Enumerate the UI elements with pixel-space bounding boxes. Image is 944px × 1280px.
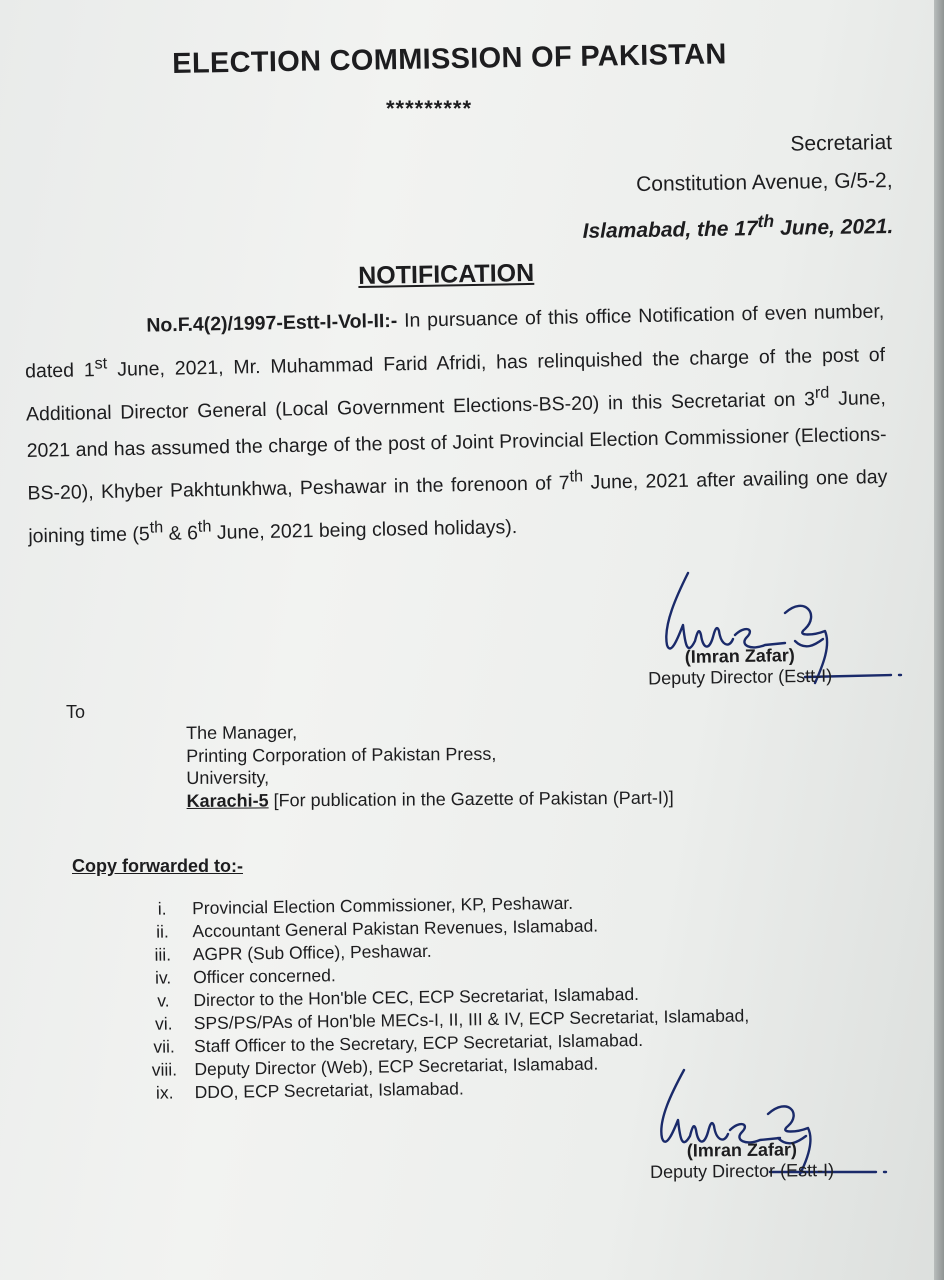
notification-title: NOTIFICATION	[358, 258, 535, 290]
list-item: v. Director to the Hon'ble CEC, ECP Secretariat, Islamabad.	[157, 983, 640, 1011]
signature-block-2	[622, 1139, 862, 1184]
address-date-line: Islamabad, the 17th June, 2021.	[582, 210, 894, 243]
notification-reference: No.F.4(2)/1997-Estt-I-Vol-II:-	[146, 309, 398, 337]
recipient-line-2: Printing Corporation of Pakistan Press,	[186, 743, 497, 766]
notification-body: No.F.4(2)/1997-Estt-I-Vol-II:- In pursuance of this office Notification of even number, dated 1st June, 2021, Mr. Muhammad Farid Afridi, has relinquished the charge of the post of Additional Director General (Local Government Elections-BS-20) in this Secretariat on 3rd June, 2021 and has assumed the charge of the post of Joint Provincial Election Commissioner (Elections-BS-20), Khyber Pakhtunkhwa, Peshawar in the forenoon of 7th June, 2021 after availing one day joining time (5th & 6th June, 2021 being closed holidays).	[24, 300, 888, 548]
list-item: vii. Staff Officer to the Secretary, ECP Secretariat, Islamabad.	[153, 1029, 644, 1057]
office-address	[581, 124, 894, 251]
recipient-address	[186, 719, 674, 812]
signatory-name: (Imran Zafar)	[684, 645, 795, 667]
recipient-line-4: Karachi-5 [For publication in the Gazette of Pakistan (Part-I)]	[186, 787, 674, 811]
signature-block-1	[620, 644, 861, 690]
copy-forwarded-heading: Copy forwarded to:-	[72, 856, 243, 876]
list-item: ix. DDO, ECP Secretariat, Islamabad.	[155, 1078, 464, 1103]
list-item: iii. AGPR (Sub Office), Peshawar.	[154, 940, 432, 965]
address-line-2: Constitution Avenue, G/5-2,	[636, 168, 894, 197]
list-item: vi. SPS/PS/PAs of Hon'ble MECs-I, II, III & IV, ECP Secretariat, Islamabad,	[154, 1005, 750, 1034]
list-item: viii. Deputy Director (Web), ECP Secretariat, Islamabad.	[151, 1053, 599, 1080]
to-label: To	[66, 702, 86, 722]
recipient-city: Karachi-5	[186, 789, 269, 811]
recipient-line-1: The Manager,	[186, 722, 298, 743]
signatory-name: (Imran Zafar)	[686, 1139, 798, 1161]
organization-title: ELECTION COMMISSION OF PAKISTAN	[172, 38, 727, 80]
address-line-1: Secretariat	[790, 130, 893, 156]
page-edge-shadow	[934, 0, 944, 1280]
header-separator: *********	[386, 96, 473, 121]
signatory-designation: Deputy Director (Estt-I)	[649, 1160, 835, 1182]
list-item: i. Provincial Election Commissioner, KP, Peshawar.	[157, 892, 574, 919]
list-item: iv. Officer concerned.	[154, 965, 336, 988]
signatory-designation: Deputy Director (Estt-I)	[647, 665, 833, 689]
recipient-line-3: University,	[186, 767, 270, 788]
list-item: ii. Accountant General Pakistan Revenues, Islamabad.	[156, 915, 599, 942]
